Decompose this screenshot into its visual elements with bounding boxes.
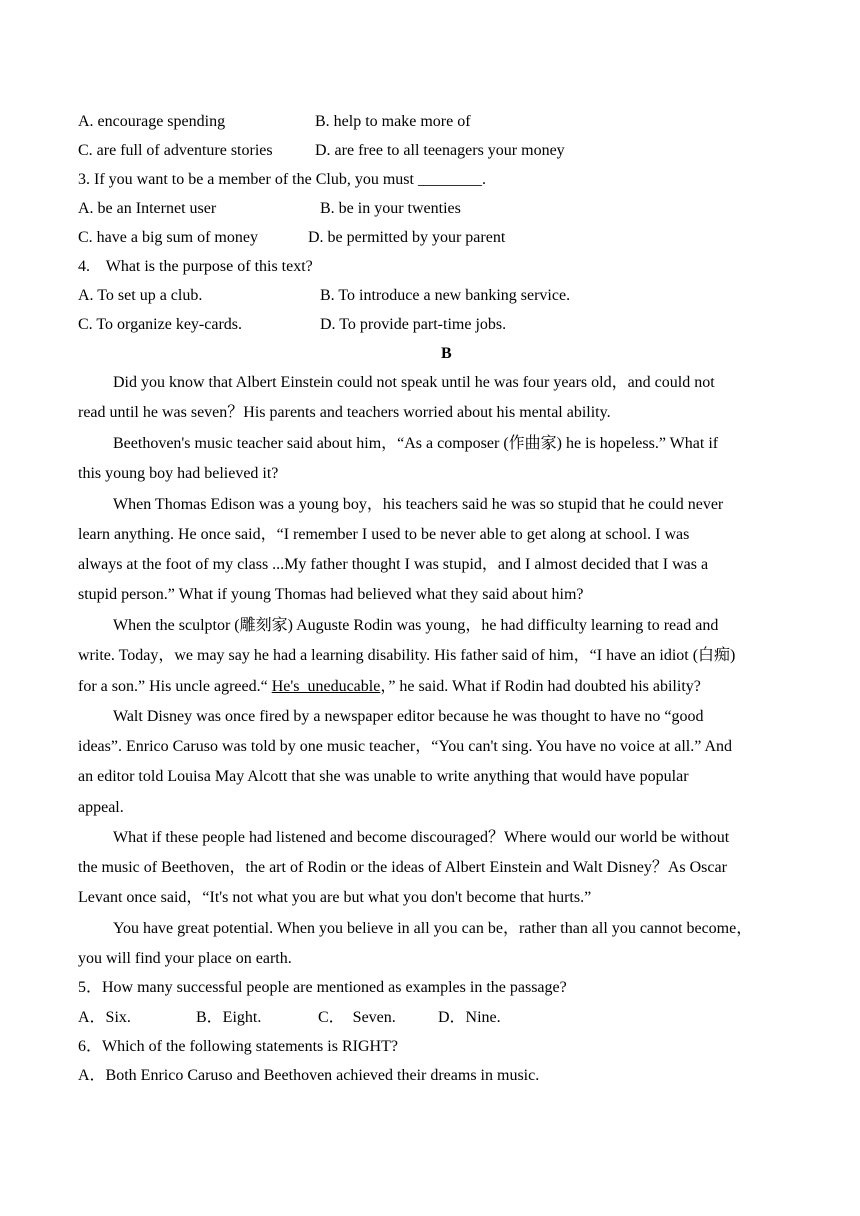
q3-option-d: D. be permitted by your parent (308, 229, 506, 246)
passage-line: stupid person.” What if young Thomas had believed what they said about him? (78, 586, 584, 603)
passage-line: read until he was seven？His parents and teachers worried about his mental ability. (78, 404, 611, 421)
q4-option-d: D. To provide part-time jobs. (320, 316, 507, 333)
q5-option-d: D．Nine. (438, 1009, 501, 1026)
rodin-line-after: ，” he said. What if Rodin had doubted his ability? (380, 678, 701, 695)
passage-line: this young boy had believed it? (78, 465, 279, 482)
q2-option-b: B. help to make more of (315, 113, 471, 130)
passage-line: an editor told Louisa May Alcott that she was unable to write anything that would have popular (78, 768, 689, 785)
q3-option-b: B. be in your twenties (320, 200, 461, 217)
q4-stem: 4. What is the purpose of this text? (78, 258, 313, 275)
passage-line: You have great potential. When you believe in all you can be，rather than all you cannot become， (113, 920, 753, 937)
passage-line: learn anything. He once said，“I remember I used to be never able to get along at school. I was (78, 526, 690, 543)
underlined-phrase: He's uneducable (271, 678, 381, 695)
passage-line: When the sculptor (雕刻家) Auguste Rodin was young，he had difficulty learning to read and (113, 617, 719, 634)
passage-line: Did you know that Albert Einstein could not speak until he was four years old，and could not (113, 374, 715, 391)
q6-option-a: A．Both Enrico Caruso and Beethoven achieved their dreams in music. (78, 1067, 540, 1084)
q4-option-c: C. To organize key-cards. (78, 316, 243, 333)
q3-stem: 3. If you want to be a member of the Club, you must ________. (78, 171, 486, 188)
q3-option-c: C. have a big sum of money (78, 229, 258, 246)
q5-option-c: C． Seven. (318, 1009, 396, 1026)
passage-line: the music of Beethoven，the art of Rodin or the ideas of Albert Einstein and Walt Disney？As Oscar (78, 859, 727, 876)
passage-line: appeal. (78, 799, 124, 816)
passage-line: Beethoven's music teacher said about him，“As a composer (作曲家) he is hopeless.” What if (113, 435, 719, 452)
q2-option-c: C. are full of adventure stories (78, 142, 273, 159)
q2-option-d: D. are free to all teenagers your money (315, 142, 565, 159)
q4-option-b: B. To introduce a new banking service. (320, 287, 571, 304)
passage-line: ideas”. Enrico Caruso was told by one music teacher，“You can't sing. You have no voice at all.” And (78, 738, 733, 755)
q4-option-a: A. To set up a club. (78, 287, 203, 304)
section-b-heading: B (441, 345, 452, 362)
passage-line-rodin (78, 677, 701, 697)
passage-line: write. Today，we may say he had a learning disability. His father said of him，“I have an idiot (白痴) (78, 647, 736, 664)
passage-line: What if these people had listened and become discouraged？Where would our world be without (113, 829, 730, 846)
rodin-line-before: for a son.” His uncle agreed.“ (78, 678, 272, 695)
q5-stem: 5．How many successful people are mentioned as examples in the passage? (78, 979, 567, 996)
passage-line: Walt Disney was once fired by a newspaper editor because he was thought to have no “good (113, 708, 704, 725)
passage-line: Levant once said，“It's not what you are but what you don't become that hurts.” (78, 889, 592, 906)
q2-option-a: A. encourage spending (78, 113, 226, 130)
q6-stem: 6．Which of the following statements is RIGHT? (78, 1038, 398, 1055)
passage-line: you will find your place on earth. (78, 950, 292, 967)
passage-line: When Thomas Edison was a young boy，his teachers said he was so stupid that he could never (113, 496, 724, 513)
q5-option-b: B．Eight. (196, 1009, 262, 1026)
q5-option-a: A．Six. (78, 1009, 131, 1026)
passage-line: always at the foot of my class ...My father thought I was stupid，and I almost decided that I was a (78, 556, 709, 573)
q3-option-a: A. be an Internet user (78, 200, 217, 217)
